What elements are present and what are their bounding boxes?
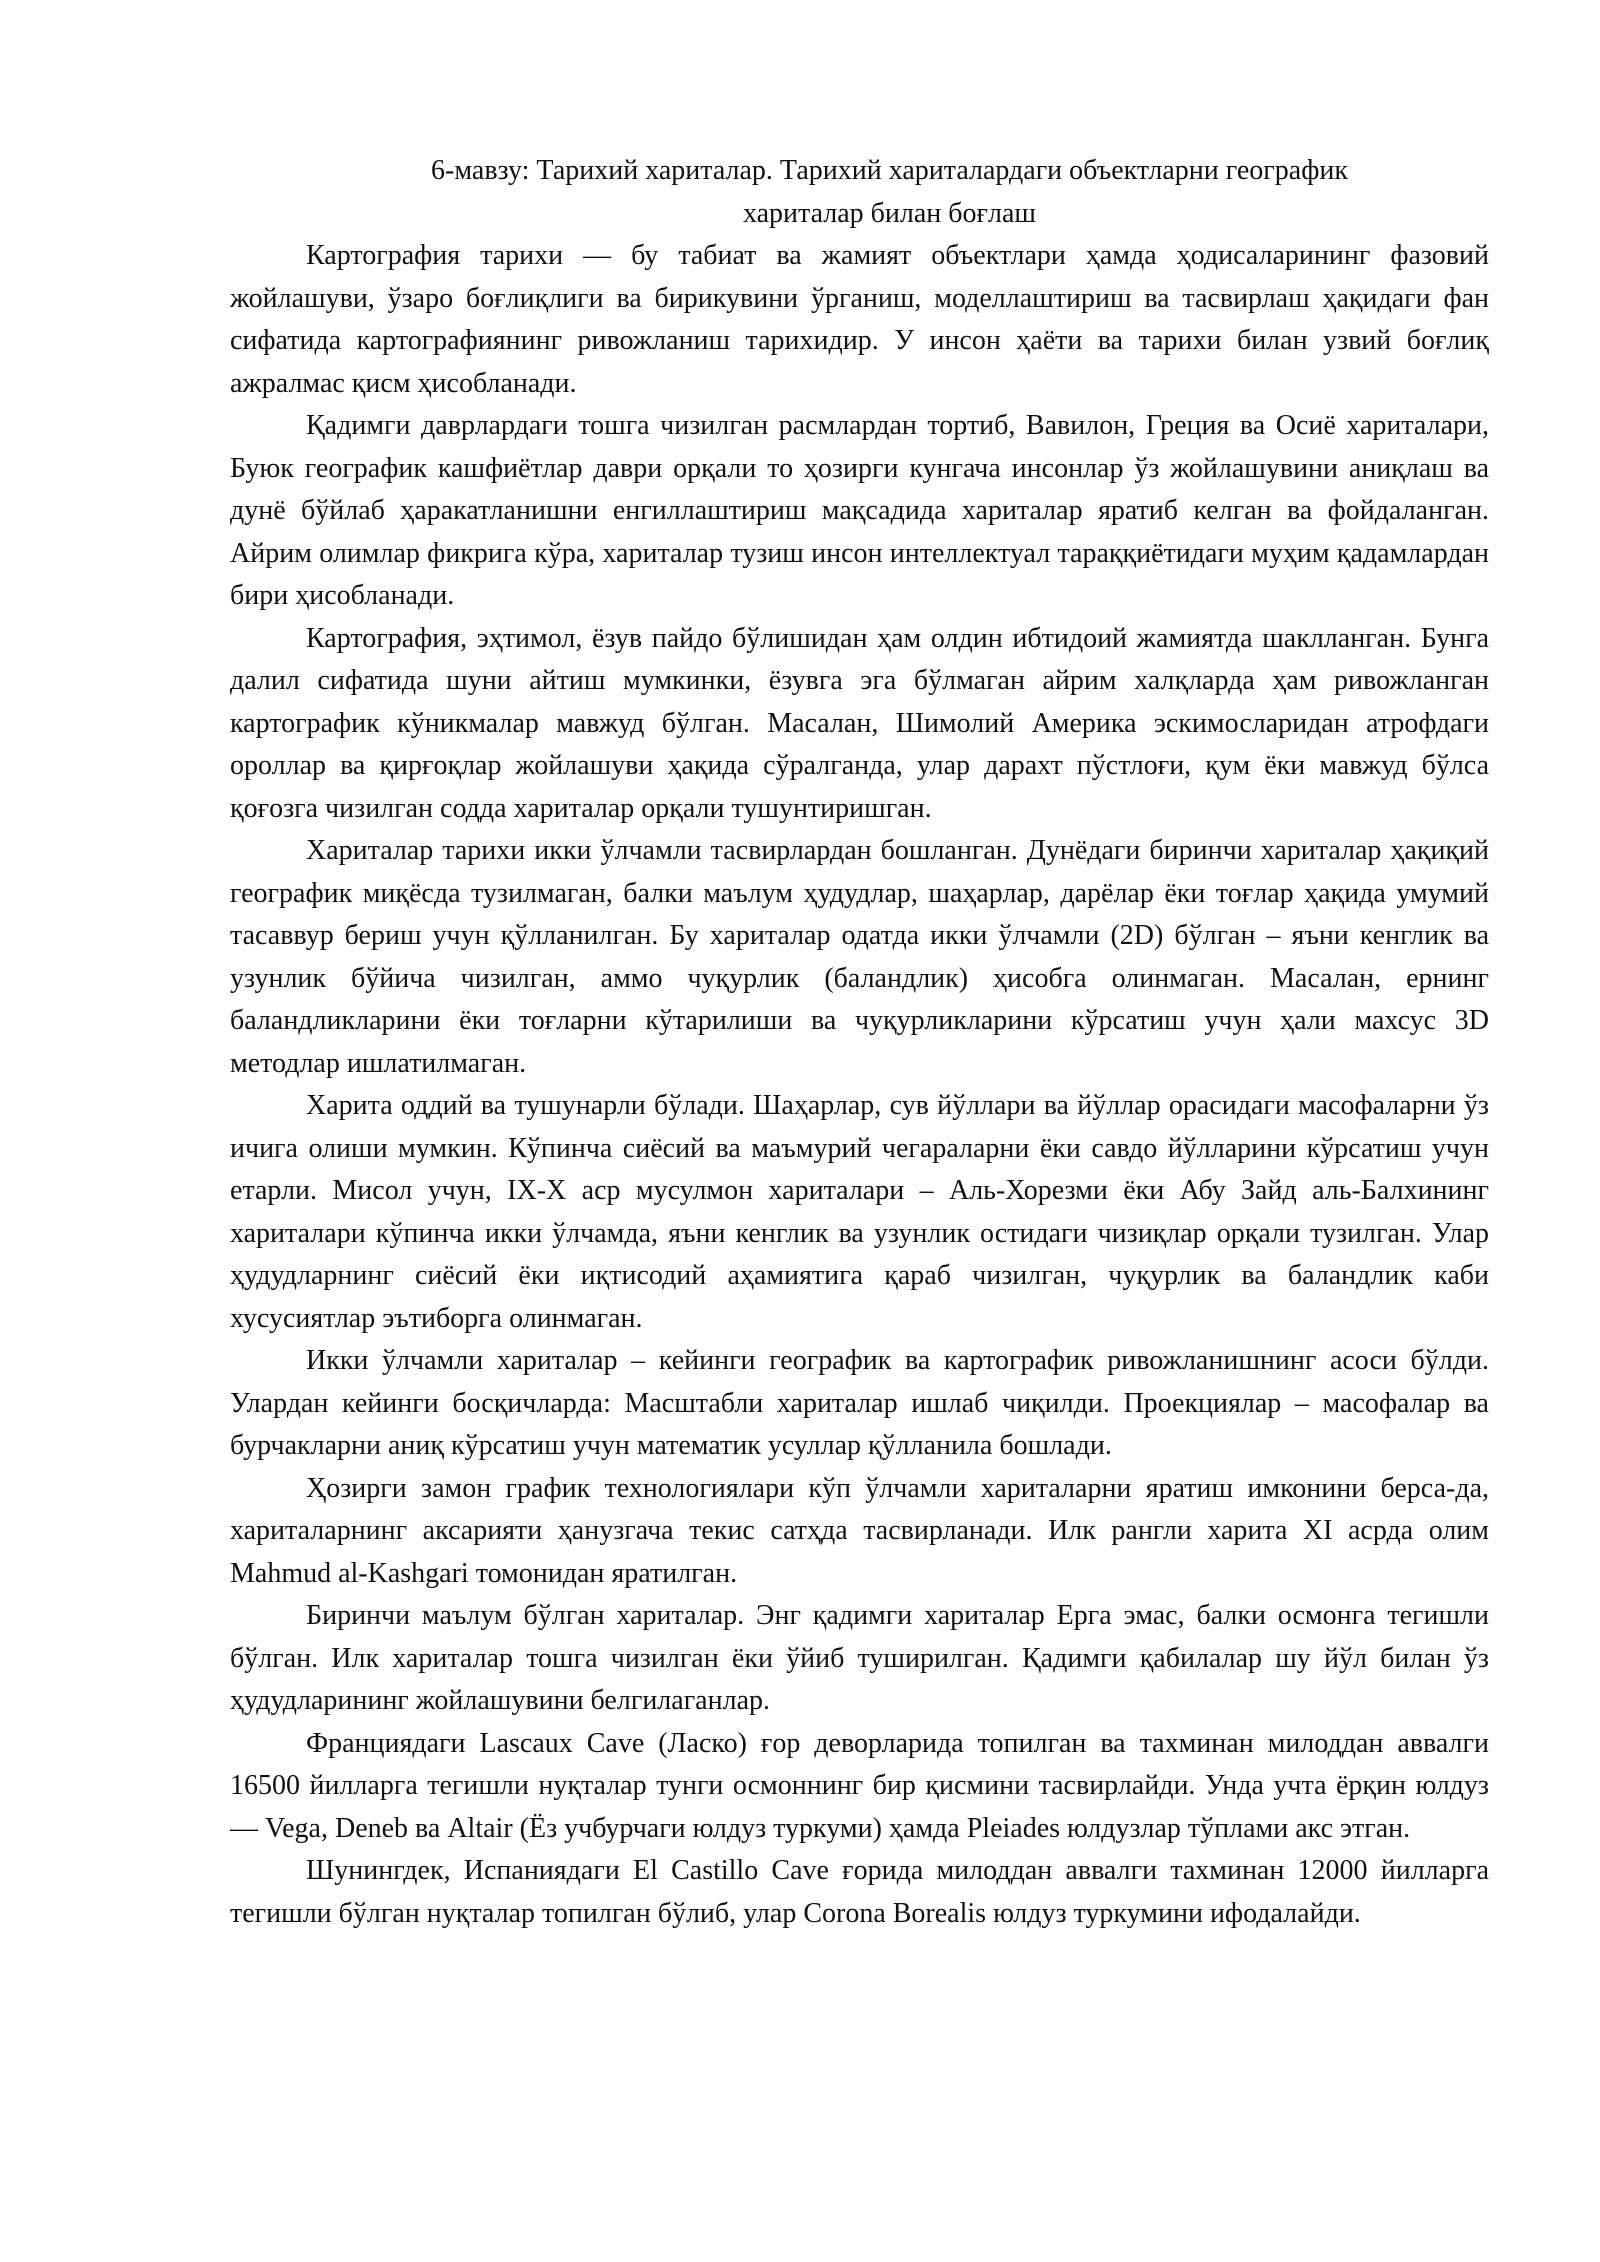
paragraph: Картография тарихи — бу табиат ва жамият объектлари ҳамда ҳодисаларининг фазовий жойлашуви, ўзаро боғлиқлиги ва бирикувини ўрганиш, моделлаштириш ва тасвирлаш ҳақидаги фан сифатида картографиянинг ривожланиш тарихидир. У инсон ҳаёти ва тарихи билан узвий боғлиқ ажралмас қисм ҳисобланади. [230,240,1489,399]
title-line-2: хариталар билан боғлаш [742,197,1036,229]
paragraph: Франциядаги Lascaux Cave (Ласко) ғор деворларида топилган ва тахминан милоддан аввалги 16500 йилларга тегишли нуқталар тунги осмоннинг бир қисмини тасвирлайди. Унда учта ёрқин юлдуз — Vega, Deneb ва Altair (Ёз учбурчаги юлдуз туркуми) ҳамда Pleiades юлдузлар тўплами акс этган. [230,1727,1489,1844]
document-title [230,150,1489,235]
paragraph: Картография, эҳтимол, ёзув пайдо бўлишидан ҳам олдин ибтидоий жамиятда шаклланган. Бунга далил сифатида шуни айтиш мумкинки, ёзувга эга бўлмаган айрим халқларда ҳам ривожланган картографик кўникмалар мавжуд бўлган. Масалан, Шимолий Америка эскимосларидан атрофдаги ороллар ва қирғоқлар жойлашуви ҳақида сўралганда, улар дарахт пўстлоғи, қум ёки мавжуд бўлса қоғозга чизилган содда хариталар орқали тушунтиришган. [230,622,1489,824]
paragraph: Ҳозирги замон график технологиялари кўп ўлчамли хариталарни яратиш имконини берса-да, хариталарнинг аксарияти ҳанузгача текис сатҳда тасвирланади. Илк рангли харита XI асрда олим Mahmud al-Kashgari томонидан яратилган. [230,1472,1489,1589]
document-page [230,150,1489,1935]
title-line-1: 6-мавзу: Тарихий хариталар. Тарихий хариталардаги объектларни географик [431,155,1348,186]
paragraph: Икки ўлчамли хариталар – кейинги географик ва картографик ривожланишнинг асоси бўлди. Улардан кейинги босқичларда: Масштабли хариталар ишлаб чиқилди. Проекциялар – масофалар ва бурчакларни аниқ кўрсатиш учун математик усуллар қўлланила бошлади. [230,1345,1489,1461]
paragraph: Хариталар тарихи икки ўлчамли тасвирлардан бошланган. Дунёдаги биринчи хариталар ҳақиқий географик миқёсда тузилмаган, балки маълум ҳудудлар, шаҳарлар, дарёлар ёки тоғлар ҳақида умумий тасаввур бериш учун қўлланилган. Бу хариталар одатда икки ўлчамли (2D) бўлган – яъни кенглик ва узунлик бўйича чизилган, аммо чуқурлик (баландлик) ҳисобга олинмаган. Масалан, ернинг баландликларини ёки тоғларни кўтарилиши ва чуқурликларини кўрсатиш учун ҳали махсус 3D методлар ишлатилмаган. [230,835,1489,1079]
paragraph: Харита оддий ва тушунарли бўлади. Шаҳарлар, сув йўллари ва йўллар орасидаги масофаларни ўз ичига олиши мумкин. Кўпинча сиёсий ва маъмурий чегараларни ёки савдо йўлларини кўрсатиш учун етарли. Мисол учун, IX-X аср мусулмон хариталари – Аль-Хорезми ёки Абу Зайд аль-Балхининг хариталари кўпинча икки ўлчамда, яъни кенглик ва узунлик остидаги чизиқлар орқали тузилган. Улар ҳудудларнинг сиёсий ёки иқтисодий аҳамиятига қараб чизилган, чуқурлик ва баландлик каби хусусиятлар эътиборга олинмаган. [230,1090,1489,1334]
paragraph: Биринчи маълум бўлган хариталар. Энг қадимги хариталар Ерга эмас, балки осмонга тегишли бўлган. Илк хариталар тошга чизилган ёки ўйиб туширилган. Қадимги қабилалар шу йўл билан ўз ҳудудларининг жойлашувини белгилаганлар. [230,1600,1489,1716]
paragraph: Қадимги даврлардаги тошга чизилган расмлардан тортиб, Вавилон, Греция ва Осиё хариталари, Буюк географик кашфиётлар даври орқали то ҳозирги кунгача инсонлар ўз жойлашувини аниқлаш ва дунё бўйлаб ҳаракатланишни енгиллаштириш мақсадида хариталар яратиб келган ва фойдаланган. Айрим олимлар фикрига кўра, хариталар тузиш инсон интеллектуал тараққиётидаги муҳим қадамлардан бири ҳисобланади. [230,410,1489,611]
paragraph: Шунингдек, Испаниядаги El Castillo Cave ғорида милоддан аввалги тахминан 12000 йилларга тегишли бўлган нуқталар топилган бўлиб, улар Corona Borealis юлдуз туркумини ифодалайди. [230,1855,1489,1929]
